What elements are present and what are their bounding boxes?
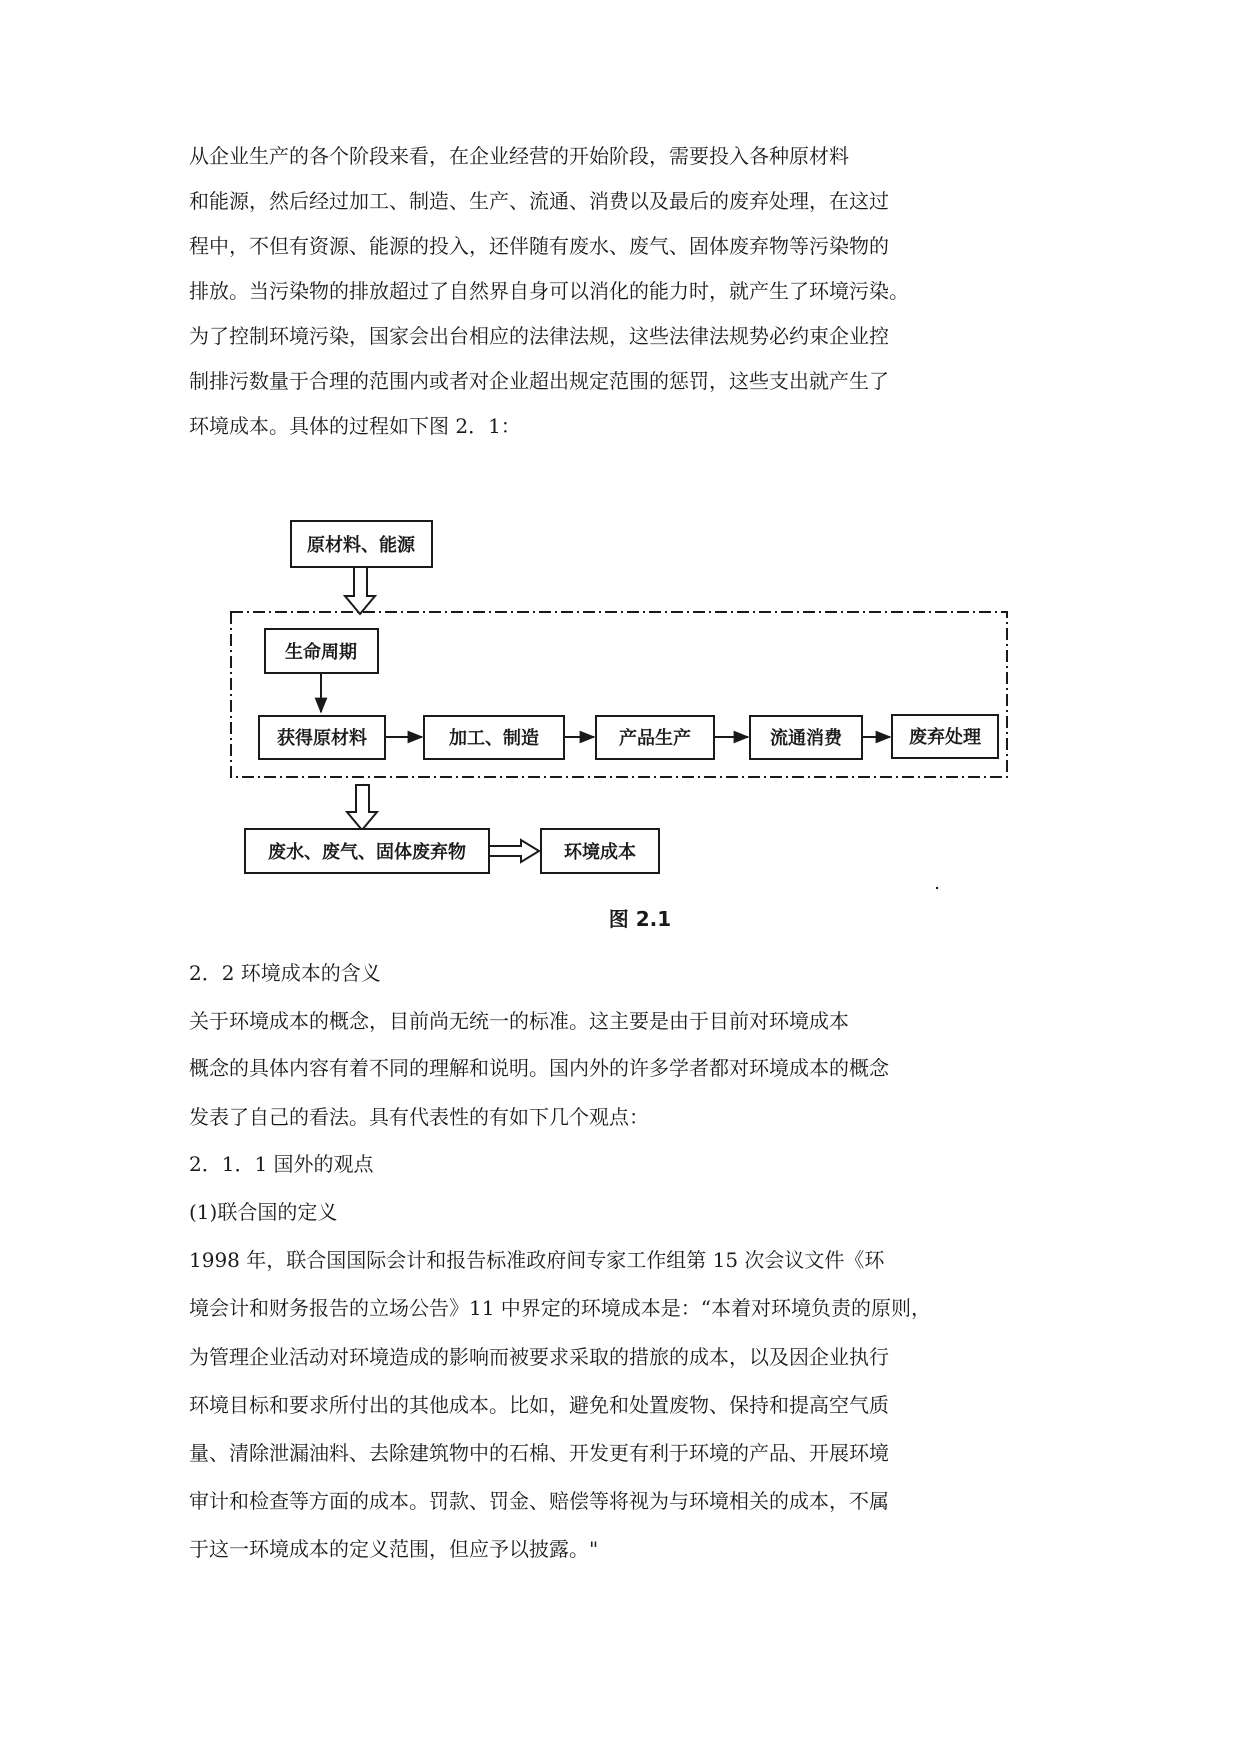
lifecycle-box bbox=[265, 629, 378, 673]
down-arrow-icon bbox=[345, 567, 375, 614]
stage-label: 获得原材料 bbox=[277, 728, 367, 749]
input-box-label: 原材料、能源 bbox=[307, 535, 415, 556]
stage-box bbox=[596, 716, 714, 759]
text-line: 审计和检查等方面的成本。罚款、罚金、赔偿等将视为与环境相关的成本，不属 bbox=[189, 1489, 889, 1513]
text-line: 排放。当污染物的排放超过了自然界自身可以消化的能力时，就产生了环境污染。 bbox=[189, 279, 909, 303]
item-heading: (1)联合国的定义 bbox=[189, 1200, 338, 1224]
text-line: 关于环境成本的概念，目前尚无统一的标准。这主要是由于目前对环境成本 bbox=[189, 1009, 849, 1033]
text-line: 制排污数量于合理的范围内或者对企业超出规定范围的惩罚，这些支出就产生了 bbox=[189, 369, 889, 393]
text-line: 环境成本。具体的过程如下图 2．1： bbox=[189, 414, 521, 438]
text-line: 1998 年，联合国国际会计和报告标准政府间专家工作组第 15 次会议文件《环 bbox=[189, 1248, 885, 1272]
text-line: 为了控制环境污染，国家会出台相应的法律法规，这些法律法规势必约束企业控 bbox=[189, 324, 889, 348]
waste-box-label: 废水、废气、固体废弃物 bbox=[268, 842, 466, 863]
scan-speck bbox=[936, 887, 938, 889]
stage-box bbox=[750, 716, 862, 759]
down-arrow-icon bbox=[347, 785, 377, 830]
cost-box bbox=[541, 829, 659, 873]
stage-label: 加工、制造 bbox=[449, 728, 539, 749]
text-line: 境会计和财务报告的立场公告》11 中界定的环境成本是：“本着对环境负责的原则， bbox=[189, 1296, 932, 1320]
waste-box bbox=[245, 829, 489, 873]
text-line: 发表了自己的看法。具有代表性的有如下几个观点： bbox=[189, 1105, 649, 1129]
text-line: 概念的具体内容有着不同的理解和说明。国内外的许多学者都对环境成本的概念 bbox=[189, 1056, 889, 1080]
section-heading: 2．2 环境成本的含义 bbox=[189, 961, 381, 985]
stage-label: 产品生产 bbox=[619, 728, 691, 749]
text-line: 程中，不但有资源、能源的投入，还伴随有废水、废气、固体废弃物等污染物的 bbox=[189, 234, 889, 258]
cost-box-label: 环境成本 bbox=[564, 842, 636, 863]
input-box bbox=[291, 521, 432, 567]
stage-label: 流通消费 bbox=[770, 728, 842, 749]
text-line: 为管理企业活动对环境造成的影响而被要求采取的措旅的成本，以及因企业执行 bbox=[189, 1345, 889, 1369]
text-line: 量、清除泄漏油料、去除建筑物中的石棉、开发更有利于环境的产品、开展环境 bbox=[189, 1441, 889, 1465]
text-line: 和能源，然后经过加工、制造、生产、流通、消费以及最后的废弃处理，在这过 bbox=[189, 189, 889, 213]
text-line: 从企业生产的各个阶段来看，在企业经营的开始阶段，需要投入各种原材料 bbox=[189, 144, 849, 168]
text-line: 环境目标和要求所付出的其他成本。比如，避免和处置废物、保持和提高空气质 bbox=[189, 1393, 889, 1417]
stage-label: 废弃处理 bbox=[909, 727, 981, 748]
text-line: 于这一环境成本的定义范围，但应予以披露。" bbox=[189, 1537, 599, 1561]
stage-box bbox=[424, 716, 564, 759]
lifecycle-box-label: 生命周期 bbox=[285, 642, 357, 663]
stage-box bbox=[259, 716, 385, 759]
subsection-heading: 2．1．1 国外的观点 bbox=[189, 1152, 374, 1176]
stage-box bbox=[892, 715, 998, 758]
right-arrow-icon bbox=[489, 840, 539, 862]
figure-caption: 图 2.1 bbox=[608, 907, 672, 931]
